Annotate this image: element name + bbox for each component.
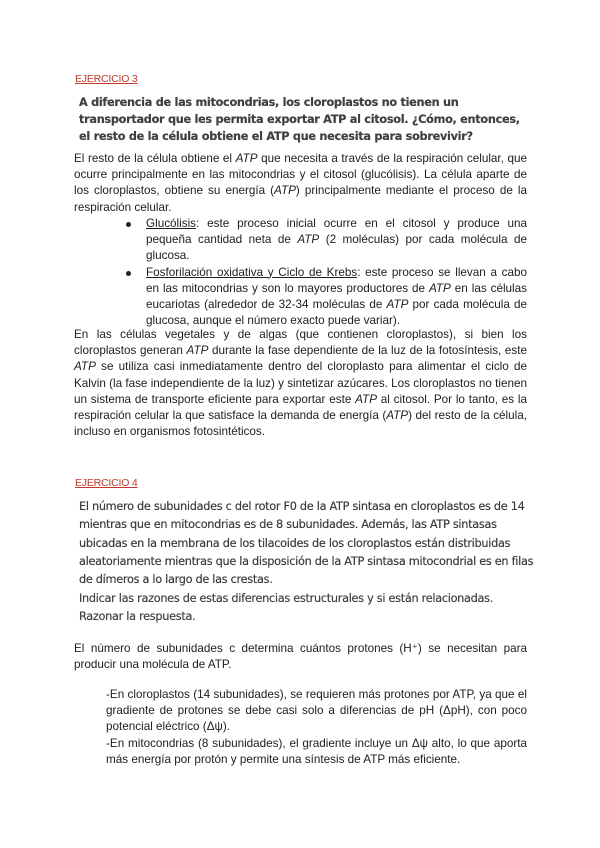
exercise-4-question-task: Indicar las razones de estas diferencias estructurales y si están relacionadas. Razonar la respuesta. bbox=[79, 592, 494, 624]
exercise-3-bullet-list bbox=[131, 216, 527, 329]
exercise-4-heading: EJERCICIO 4 bbox=[75, 477, 138, 489]
exercise-3-question: A diferencia de las mitocondrias, los cloroplastos no tienen un transportador que les permita exportar ATP al citosol. ¿Cómo, entonces, el resto de la célula obtiene el ATP que necesita para sobrevivir? bbox=[79, 96, 520, 143]
exercise-4-answer-intro: El número de subunidades c determina cuántos protones (H⁺) se necesitan para producir una molécula de ATP. bbox=[74, 642, 527, 672]
bullet-glucolisis: Glucólisis: este proceso inicial ocurre en el citosol y produce una pequeña cantidad neta de ATP (2 moléculas) por cada molécula de glucosa. bbox=[131, 216, 527, 265]
bullet-fosforilacion: Fosforilación oxidativa y Ciclo de Krebs: este proceso se llevan a cabo en las mitocondrias y son lo mayores productores de ATP en las células eucariotas (alrededor de 32-34 moléculas de ATP por cada molécula de glucosa, aunque el número exacto puede variar). bbox=[131, 265, 527, 330]
exercise-3-heading: EJERCICIO 3 bbox=[75, 73, 138, 85]
exercise-3-intro: El resto de la célula obtiene el ATP que necesita a través de la respiración celular, que ocurre principalmente en las mitocondrias y el citosol (glucólisis). La célula aparte de los cloroplastos, obtiene su energía (ATP) principalmente mediante el proceso de la respiración celular. bbox=[74, 152, 528, 214]
exercise-4-answer-points bbox=[106, 687, 527, 768]
answer-point-chloroplasts: -En cloroplastos (14 subunidades), se requieren más protones por ATP, ya que el gradiente de protones se debe casi solo a diferencias de pH (ΔpH), con poco potencial eléctrico (Δψ). bbox=[106, 688, 527, 734]
answer-point-mitochondria: -En mitocondrias (8 subunidades), el gradiente incluye un Δψ alto, lo que aporta más energía por protón y permite una síntesis de ATP más eficiente. bbox=[106, 736, 527, 766]
exercise-3-closing: En las células vegetales y de algas (que contienen cloroplastos), si bien los cloroplastos generan ATP durante la fase dependiente de la luz de la fotosíntesis, este ATP se utiliza casi inmediatamente dentro del cloroplasto para alimentar el ciclo de Kalvin (la fase independiente de la luz) y sintetizar azúcares. Los cloroplastos no tienen un sistema de transporte eficiente para exportar este ATP al citosol. Por lo tanto, es la respiración celular la que satisface la demanda de energía (ATP) del resto de la célula, incluso en organismos fotosintéticos. bbox=[74, 328, 527, 439]
exercise-4-question: El número de subunidades c del rotor F0 de la ATP sintasa en cloroplastos es de 14 mientras que en mitocondrias es de 8 subunidades. Además, las ATP sintasas ubicadas en la membrana de los tilacoides de los cloroplastos están distribuidas aleatoriamente mientras que la disposición de la ATP sintasa mitocondrial es en filas de dímeros a lo largo de las crestas. bbox=[79, 500, 534, 587]
